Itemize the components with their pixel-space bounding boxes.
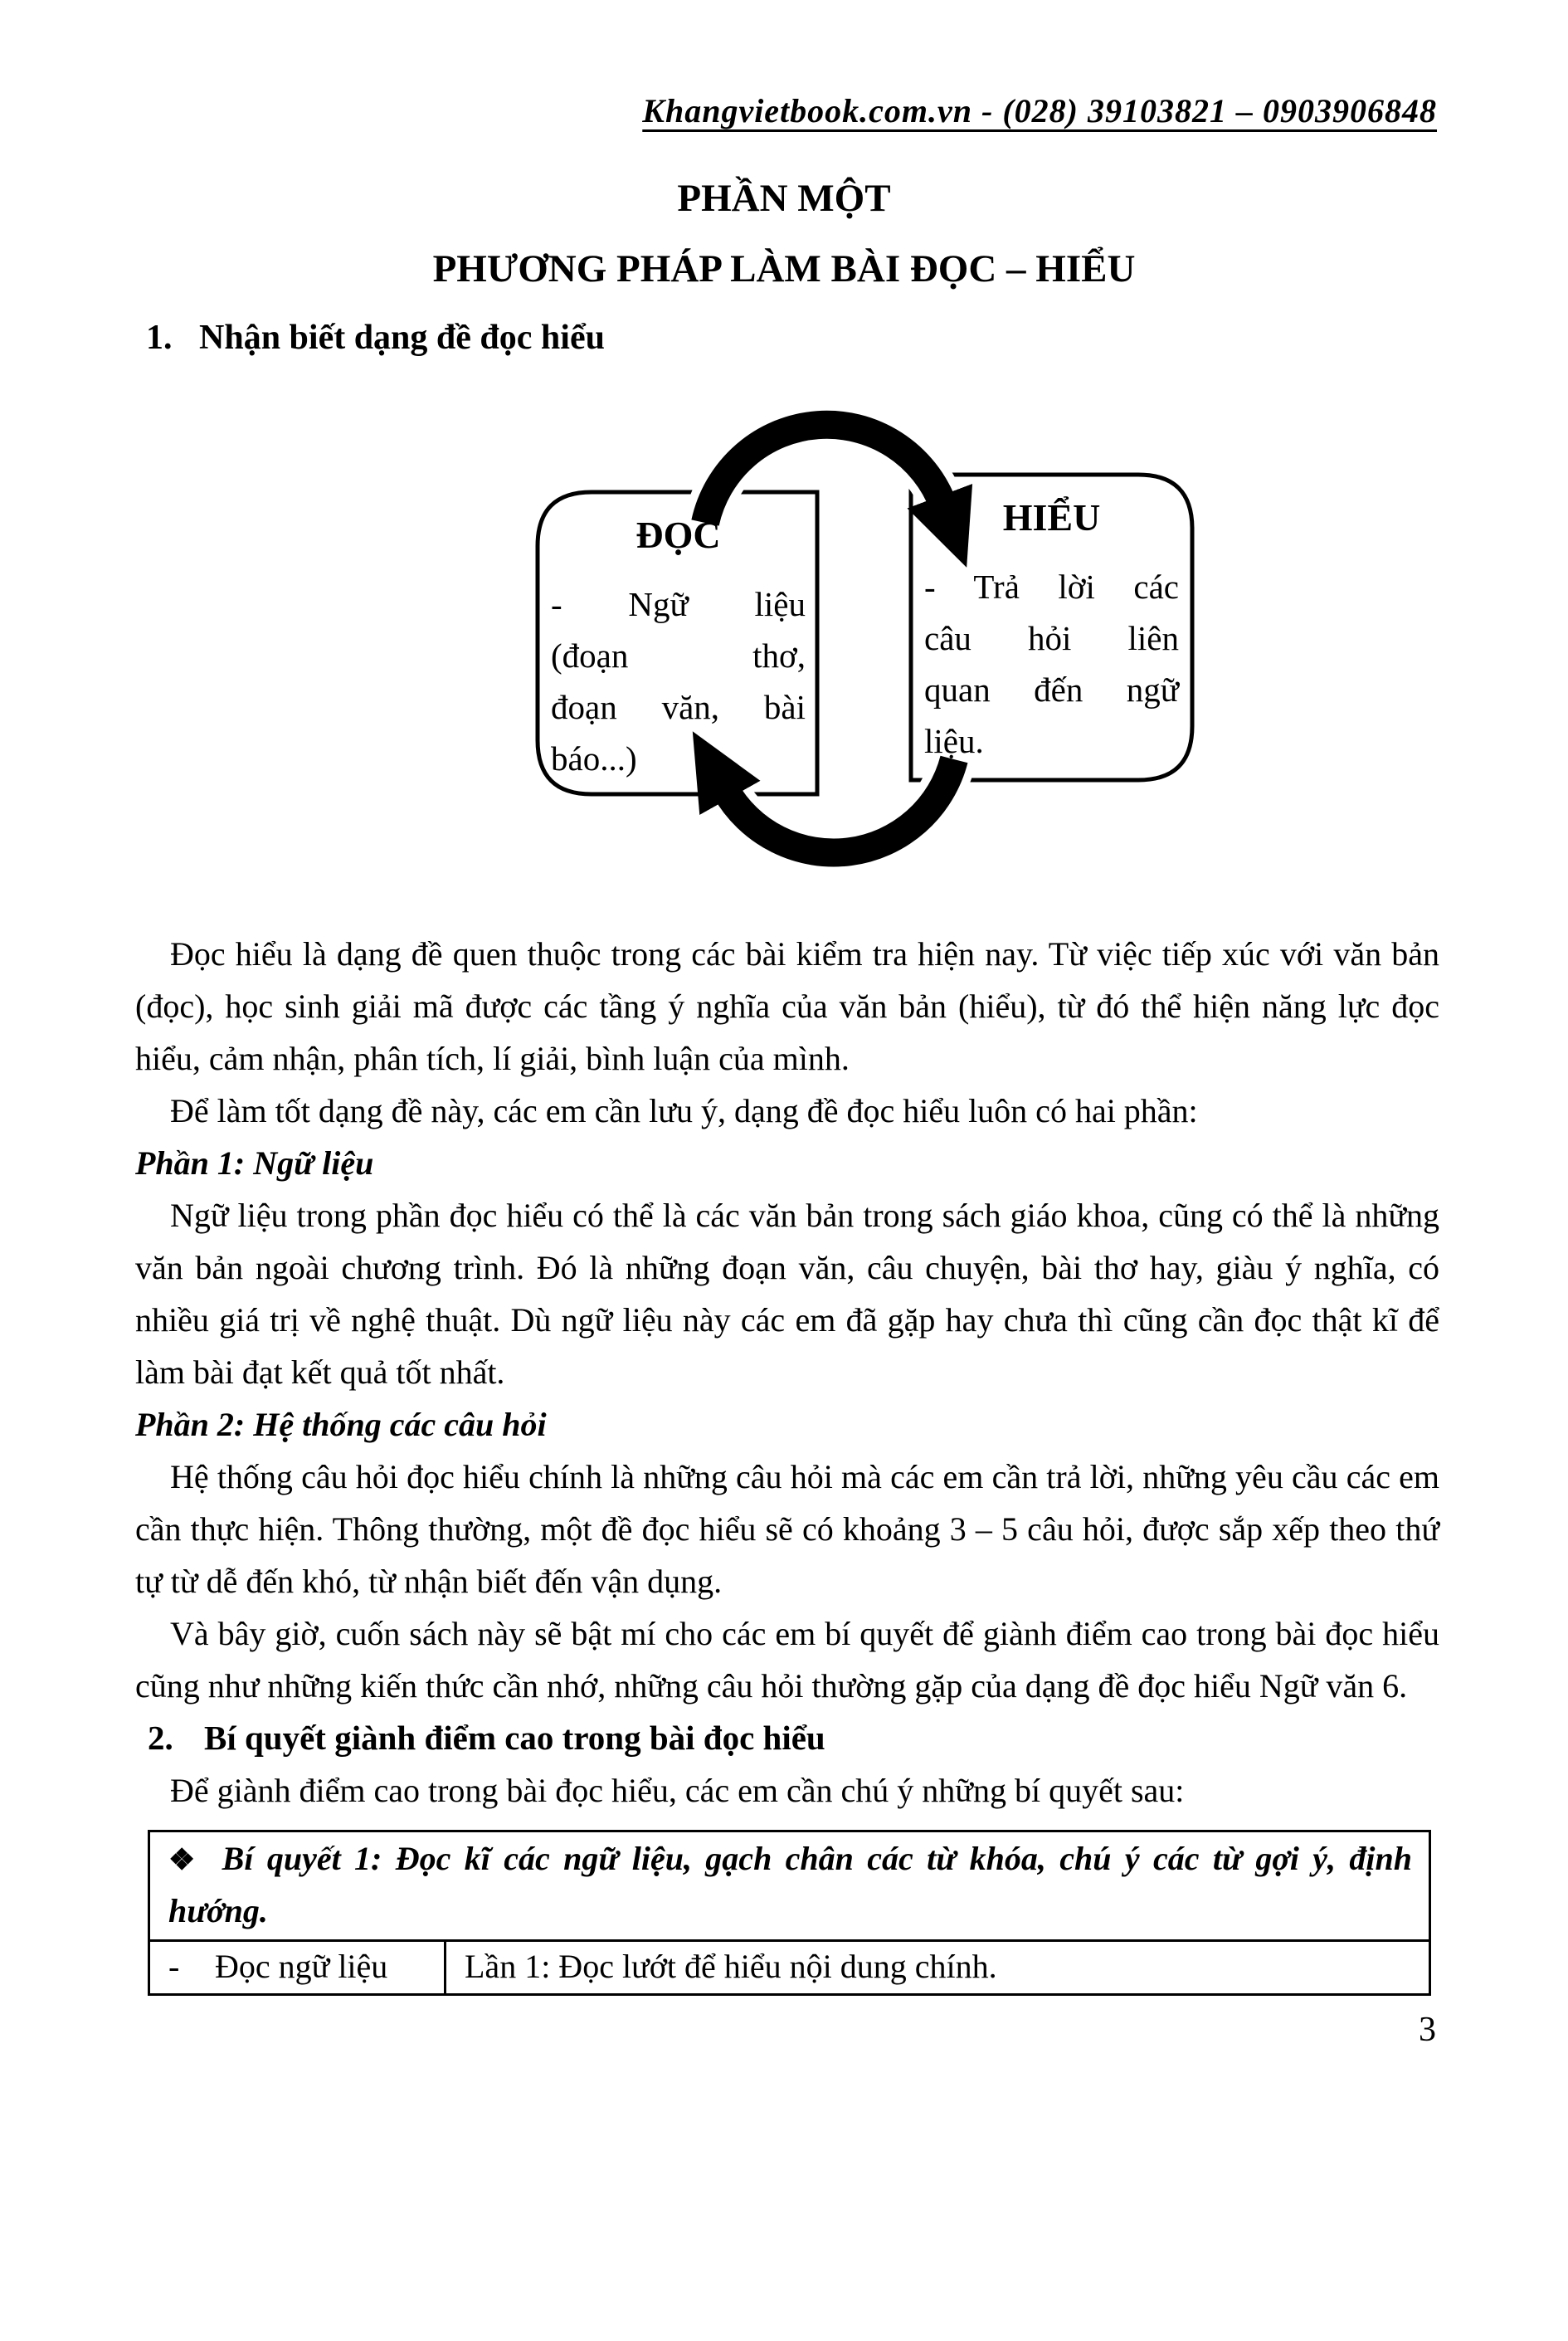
body-paragraph: Hệ thống câu hỏi đọc hiểu chính là những câu hỏi mà các em cần trả lời, những yêu cầu các em cần thực hiện. Thông thường, một đề đọc hiểu sẽ có khoảng 3 – 5 câu hỏi, được sắp xếp theo thứ tự từ dễ đến khó, từ nhận biết đến vận dụng. bbox=[135, 1458, 1439, 1600]
doc-box-line: (đoạn thơ, bbox=[551, 636, 806, 675]
tip-1-title: Bí quyết 1: Đọc kĩ các ngữ liệu, gạch chân các từ khóa, chú ý các từ gợi ý, định hướng. bbox=[168, 1840, 1413, 1929]
page-number: 3 bbox=[1419, 2011, 1436, 2049]
section-1-heading bbox=[146, 318, 605, 358]
part-subtitle: PHƯƠNG PHÁP LÀM BÀI ĐỌC – HIỂU bbox=[432, 247, 1136, 290]
step-label-cell bbox=[149, 1941, 446, 1995]
step-dash: - bbox=[168, 1948, 180, 1985]
body-paragraph: Ngữ liệu trong phần đọc hiểu có thể là các văn bản trong sách giáo khoa, cũng có thể là những văn bản ngoài chương trình. Đó là những đoạn văn, câu chuyện, bài thơ hay, giàu ý nghĩa, có nhiều giá trị về nghệ thuật. Dù ngữ liệu này các em đã gặp hay chưa thì cũng cần đọc thật kĩ để làm bài đạt kết quả tốt nhất. bbox=[135, 1197, 1439, 1391]
doc-box-title: ĐỌC bbox=[635, 514, 721, 556]
hieu-box-line: quan đến ngữ bbox=[924, 671, 1179, 709]
doc-box-line: - Ngữ liệu bbox=[551, 585, 806, 623]
subheading-phan-1: Phần 1: Ngữ liệu bbox=[135, 1144, 374, 1182]
section-2-title: Bí quyết giành điểm cao trong bài đọc hiểu bbox=[204, 1719, 825, 1757]
section-2-number: 2. bbox=[148, 1719, 173, 1757]
step-label: Đọc ngữ liệu bbox=[215, 1948, 388, 1985]
section-2-intro: Để giành điểm cao trong bài đọc hiểu, các em cần chú ý những bí quyết sau: bbox=[170, 1772, 1185, 1809]
doc-hieu-cycle-diagram bbox=[0, 373, 1568, 921]
hieu-box-line: câu hỏi liên bbox=[924, 619, 1179, 657]
hieu-box-line: - Trả lời các bbox=[924, 568, 1179, 606]
section-2-heading bbox=[148, 1712, 1439, 1764]
body-paragraph: Đọc hiểu là dạng đề quen thuộc trong các bài kiểm tra hiện nay. Từ việc tiếp xúc với văn bản (đọc), học sinh giải mã được các tầng ý nghĩa của văn bản (hiểu), từ đó thể hiện năng lực đọc hiểu, cảm nhận, phân tích, lí giải, bình luận của mình. bbox=[135, 935, 1439, 1077]
tip-step-row bbox=[149, 1941, 1430, 1995]
header-contact: Khangvietbook.com.vn - (028) 39103821 – 0903906848 bbox=[642, 92, 1437, 129]
part-title: PHẦN MỘT bbox=[677, 177, 891, 220]
step-description-cell: Lần 1: Đọc lướt để hiểu nội dung chính. bbox=[446, 1941, 1430, 1995]
doc-box bbox=[551, 514, 806, 784]
subheading-phan-2: Phần 2: Hệ thống các câu hỏi bbox=[135, 1406, 547, 1443]
hieu-box bbox=[924, 496, 1179, 767]
doc-box-line: báo...) bbox=[551, 739, 637, 778]
hieu-box-title: HIỂU bbox=[1002, 496, 1101, 539]
tip-1-cell bbox=[149, 1831, 1430, 1941]
doc-box-line: đoạn văn, bài bbox=[551, 688, 806, 726]
body-paragraph: Và bây giờ, cuốn sách này sẽ bật mí cho các em bí quyết để giành điểm cao trong bài đọc hiểu cũng như những kiến thức cần nhớ, những câu hỏi thường gặp của dạng đề đọc hiểu Ngữ văn 6. bbox=[135, 1615, 1439, 1705]
section-1-number: 1. bbox=[146, 319, 173, 357]
section-1-title: Nhận biết dạng đề đọc hiểu bbox=[199, 319, 605, 357]
tip-title-row bbox=[149, 1831, 1430, 1941]
body-text bbox=[135, 921, 1439, 2049]
tips-table bbox=[148, 1830, 1431, 1996]
diamond-bullet-icon: ❖ bbox=[168, 1843, 201, 1876]
hieu-box-line: liệu. bbox=[924, 722, 984, 760]
body-paragraph: Để làm tốt dạng đề này, các em cần lưu ý, dạng đề đọc hiểu luôn có hai phần: bbox=[170, 1092, 1198, 1129]
